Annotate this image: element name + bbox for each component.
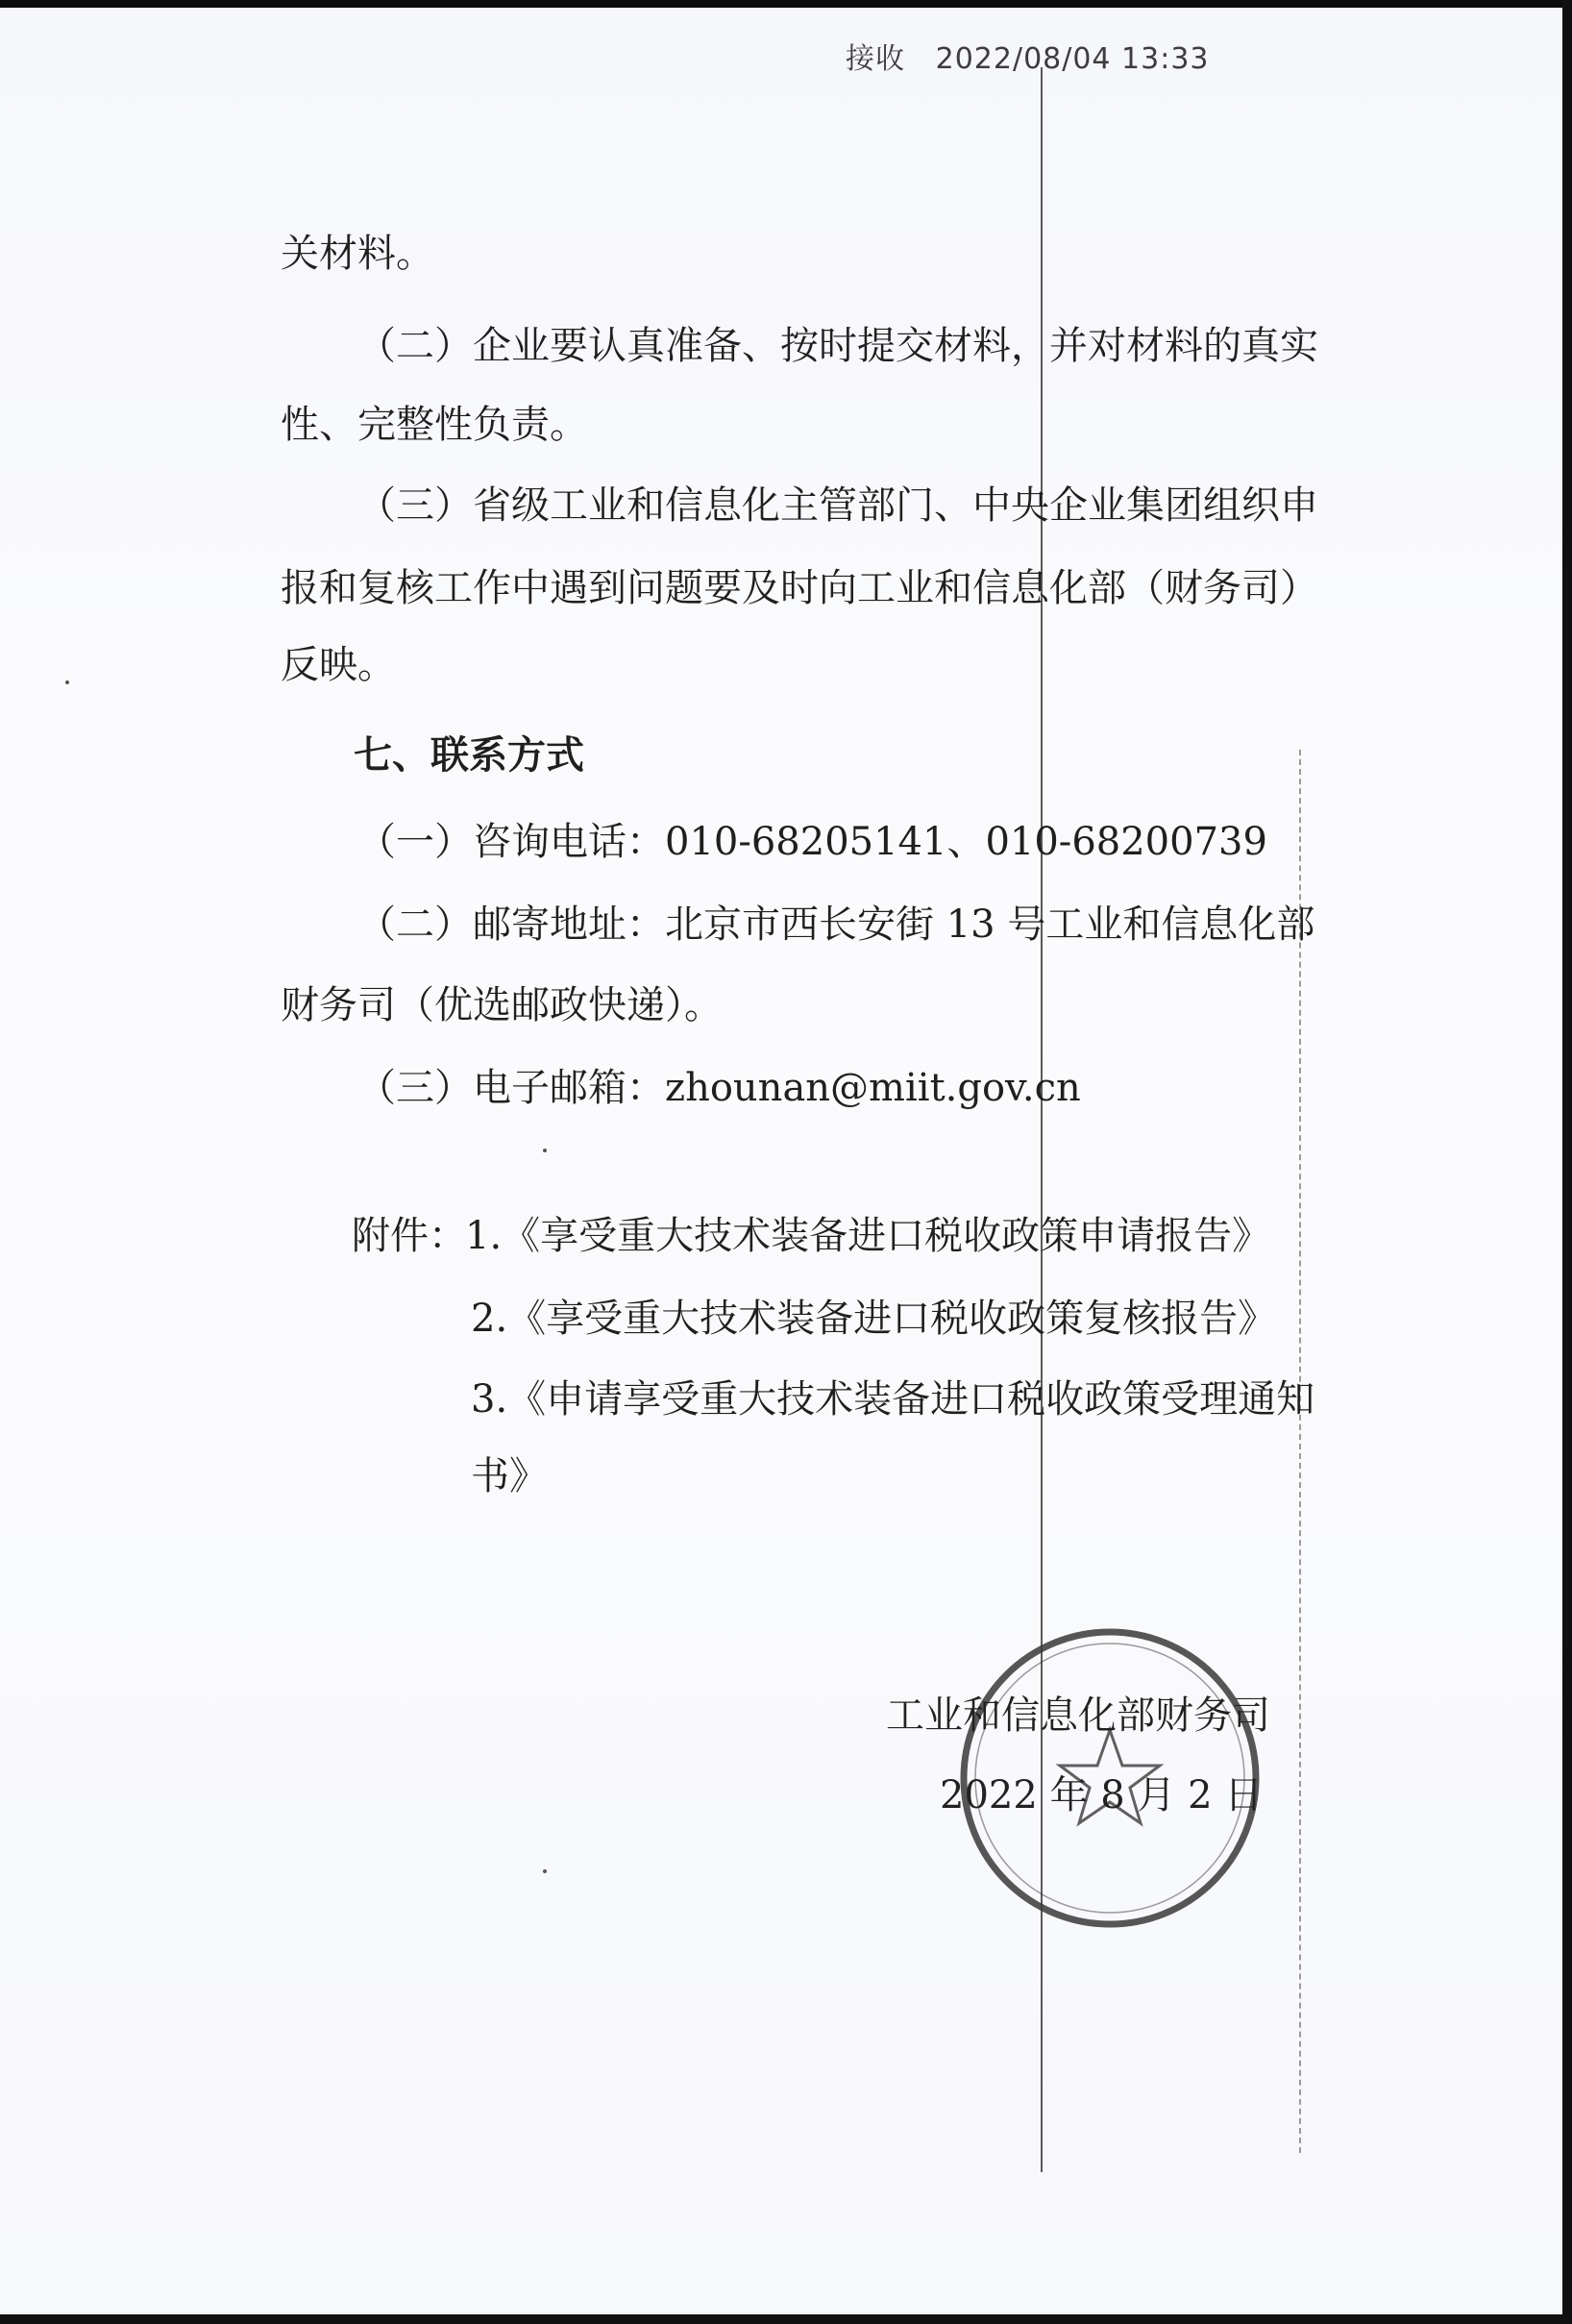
contact-address-line-1: （二）邮寄地址：北京市西长安街 13 号工业和信息化部	[357, 902, 1315, 947]
scan-edge-top	[0, 0, 1572, 8]
receipt-datetime: 2022/08/04 13:33	[935, 42, 1210, 76]
paragraph-3-line-2: 报和复核工作中遇到问题要及时向工业和信息化部（财务司）	[281, 566, 1318, 610]
scan-edge-bottom	[0, 2314, 1572, 2324]
contact-email: （三）电子邮箱：zhounan@miit.gov.cn	[357, 1066, 1081, 1110]
paragraph-3-line-3: 反映。	[281, 643, 396, 687]
section-7-heading: 七、联系方式	[354, 732, 584, 778]
attachment-item-3-line-2: 书》	[471, 1454, 548, 1498]
attachment-item-2: 2.《享受重大技术装备进口税收政策复核报告》	[471, 1297, 1277, 1341]
paragraph-3-line-1: （三）省级工业和信息化主管部门、中央企业集团组织申	[357, 483, 1318, 528]
signature-organization: 工业和信息化部财务司	[886, 1694, 1270, 1738]
scan-speck	[65, 680, 69, 684]
paragraph-2-line-1: （二）企业要认真准备、按时提交材料，并对材料的真实	[357, 324, 1318, 368]
fax-receipt-header	[846, 35, 1210, 77]
receipt-label: 接收	[846, 42, 905, 76]
paragraph-2-line-2: 性、完整性负责。	[281, 403, 588, 447]
scan-speck	[543, 1869, 547, 1873]
scan-edge-right	[1562, 0, 1572, 2324]
attachment-item-1: 1.《享受重大技术装备进口税收政策申请报告》	[465, 1214, 1271, 1258]
contact-phone: （一）咨询电话：010-68205141、010-68200739	[357, 820, 1267, 864]
paragraph-continuation: 关材料。	[281, 232, 434, 276]
attachments-label: 附件：	[352, 1214, 467, 1258]
contact-address-line-2: 财务司（优选邮政快递）。	[281, 983, 723, 1027]
attachment-item-3-line-1: 3.《申请享受重大技术装备进口税收政策受理通知	[471, 1377, 1315, 1422]
fax-dashed-line	[1299, 750, 1301, 2153]
signature-date: 2022 年 8 月 2 日	[940, 1773, 1264, 1817]
scan-speck	[543, 1149, 547, 1152]
